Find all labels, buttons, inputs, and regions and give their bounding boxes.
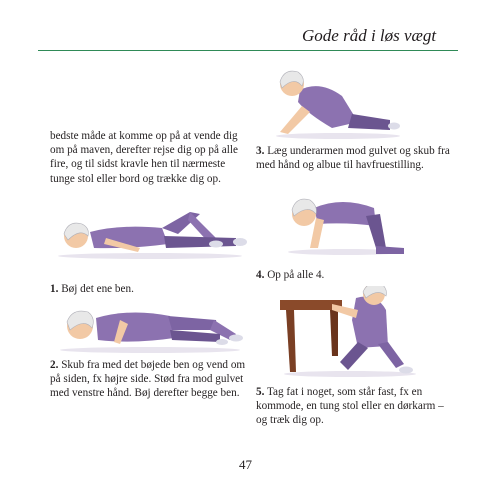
step-1-number: 1. (50, 283, 59, 295)
step-5-text (256, 385, 456, 428)
header-rule (38, 50, 458, 51)
step-2-text (50, 358, 248, 401)
step-4-text (256, 268, 456, 282)
running-header: Gode råd i løs vægt (302, 26, 437, 45)
step-4-number: 4. (256, 269, 265, 281)
step-5-label: Tag fat i noget, som står fast, fx en kommode, en tung stol eller en dørkarm – og træk dig op. (256, 386, 444, 427)
illustration-step-1 (50, 204, 250, 259)
step-1-text (50, 282, 248, 296)
step-3-text (256, 144, 456, 172)
intro-paragraph: bedste måde at komme op på at vende dig om på maven, derefter rejse dig op på alle fire, og til sidst kravle hen til nærmeste tunge stol eller bord og trække dig op. (50, 130, 238, 185)
page-number: 47 (239, 457, 252, 472)
illustration-step-3 (262, 62, 402, 140)
step-4-label: Op på alle 4. (267, 269, 325, 281)
illustration-step-5 (260, 286, 420, 378)
step-3-number: 3. (256, 145, 265, 157)
step-5-number: 5. (256, 386, 265, 398)
illustration-step-2 (50, 298, 250, 353)
step-1-label: Bøj det ene ben. (61, 283, 134, 295)
step-3-label: Læg underarmen mod gulvet og skub fra med hånd og albue til havfruestilling. (256, 145, 450, 172)
step-2-number: 2. (50, 359, 59, 371)
step-2-label: Skub fra med det bøjede ben og vend om på siden, fx højre side. Stød fra mod gulvet med venstre hånd. Bøj derefter begge ben. (50, 359, 246, 400)
illustration-step-4 (280, 186, 410, 256)
